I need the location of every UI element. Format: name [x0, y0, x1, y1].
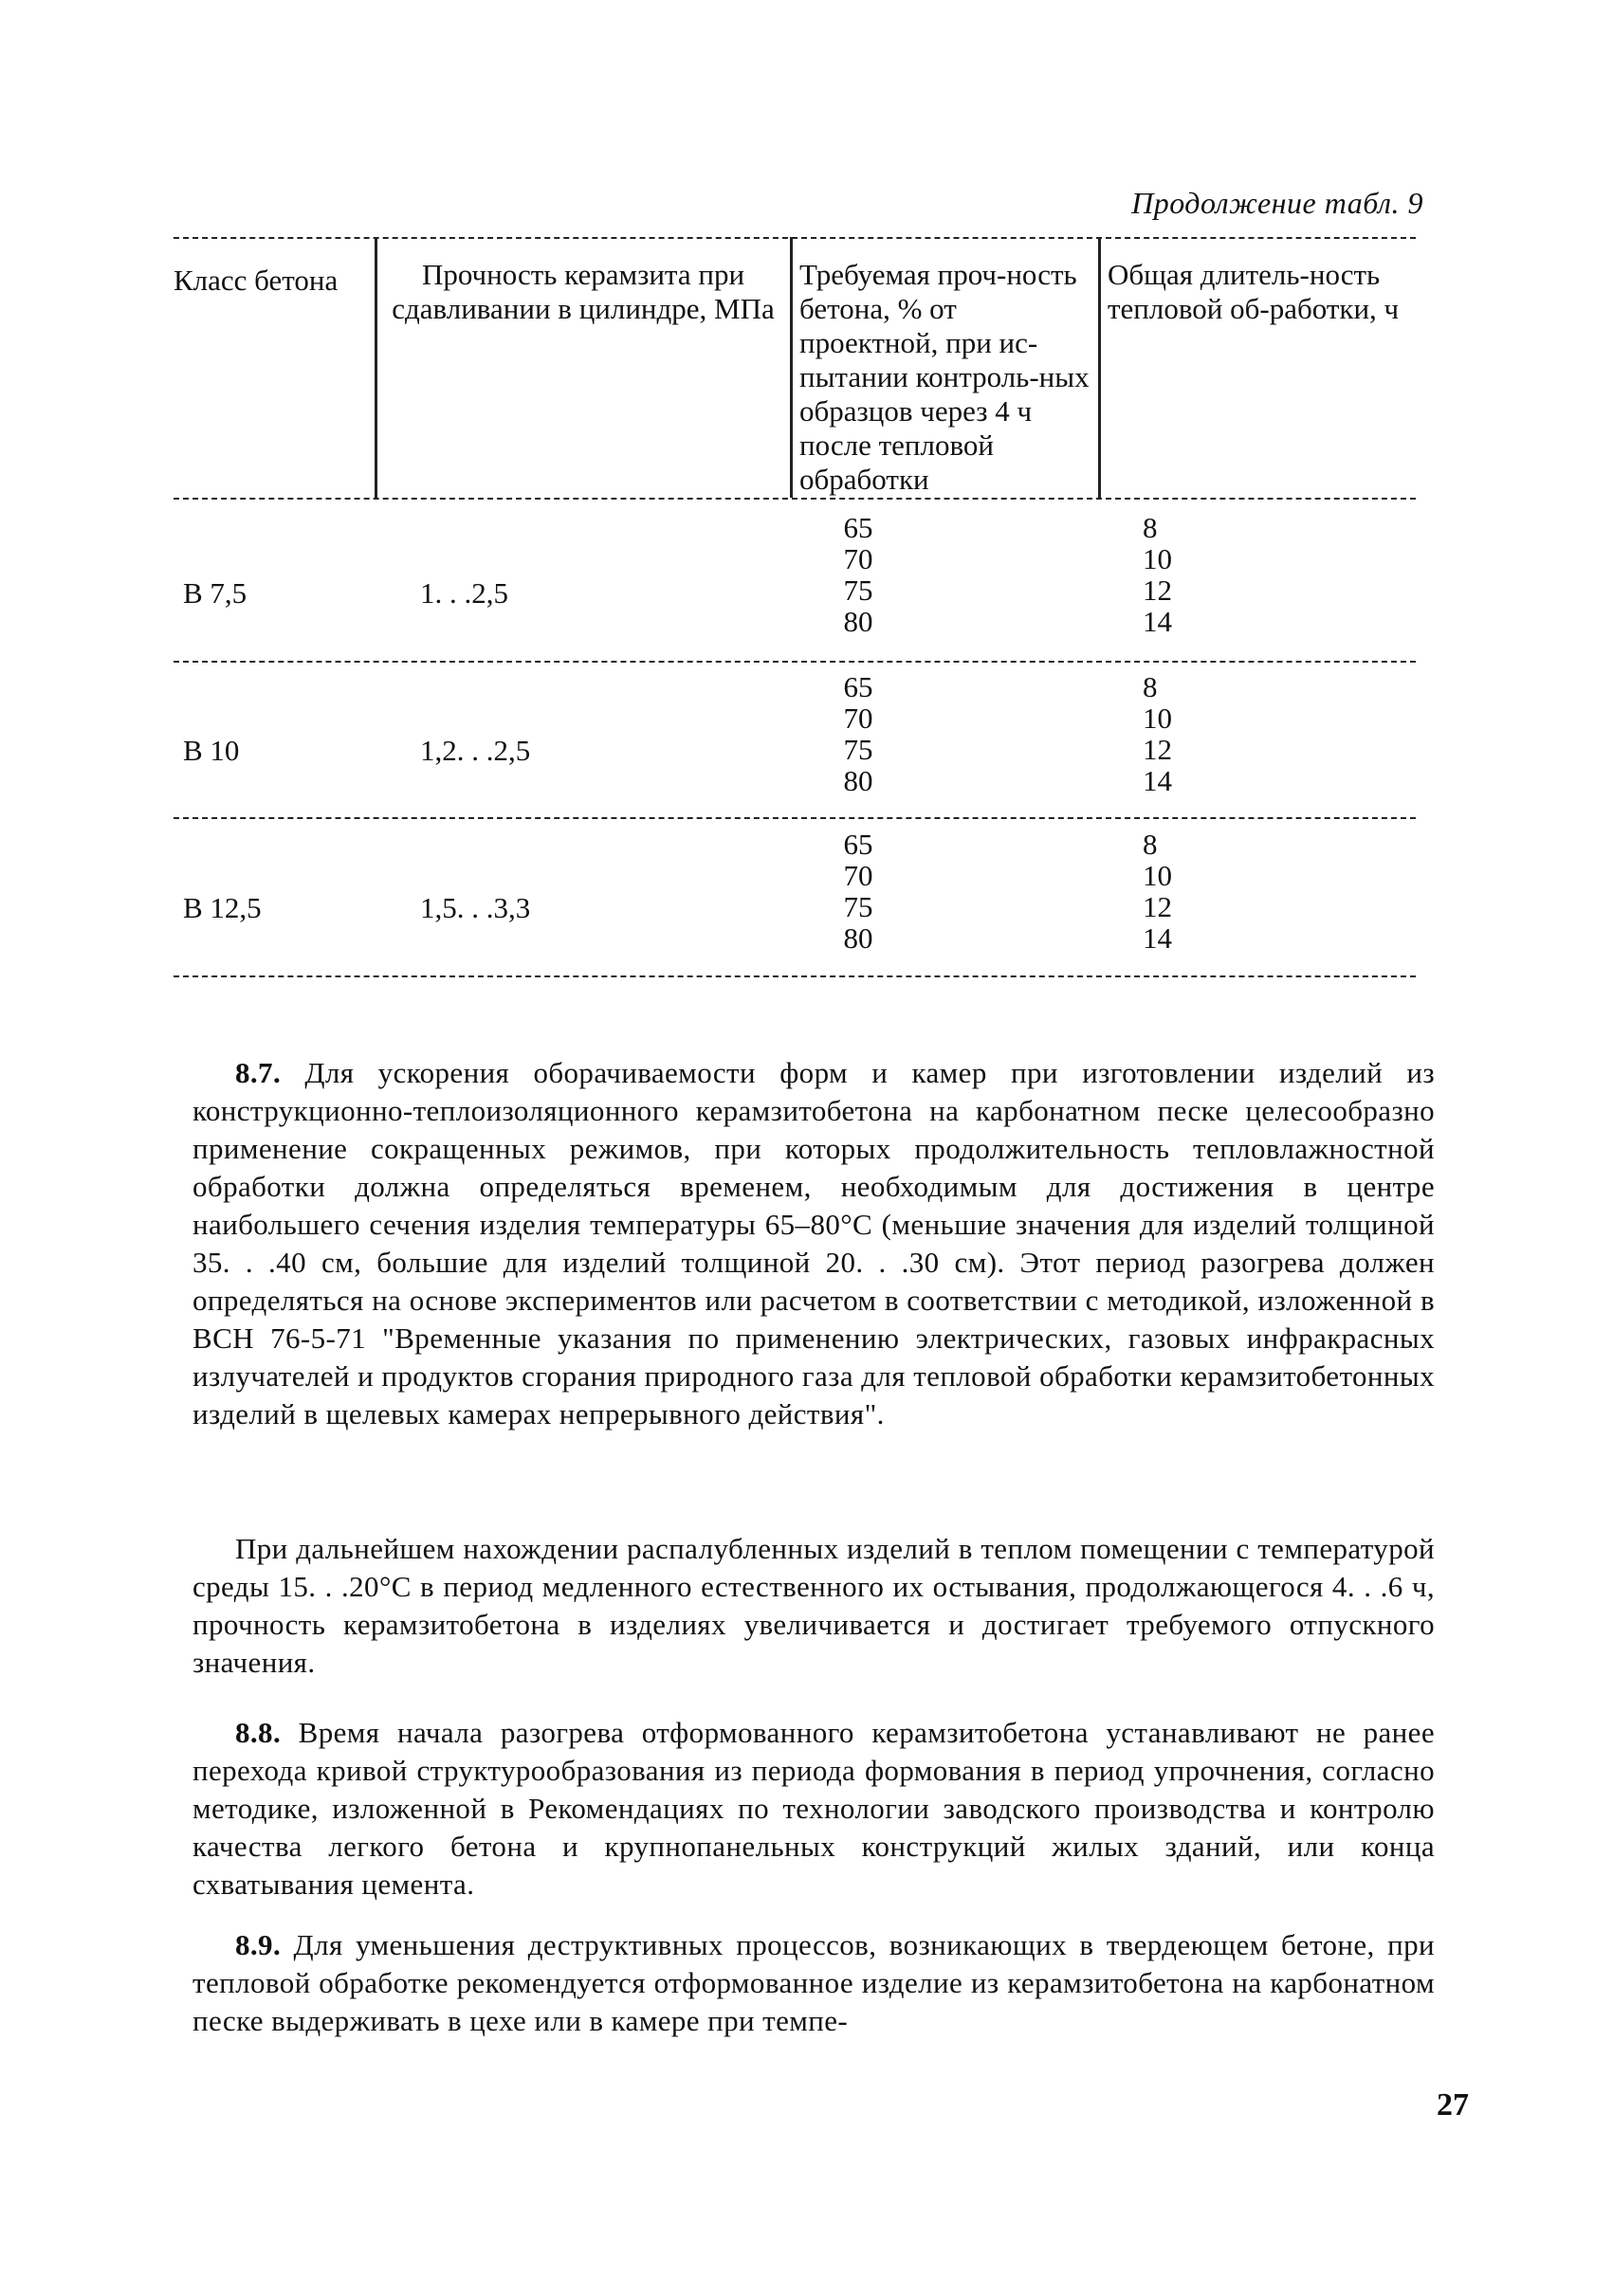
header-strength: Прочность керамзита при сдавливании в цилиндре, МПа [392, 258, 775, 325]
paragraph-8-7 [192, 1054, 1435, 1433]
paragraph-text: При дальнейшем нахождении распалубленных изделий в теплом помещении с температурой среды 15. . .20°С в период медленного естественного их остывания, продолжающегося 4. . .6 ч, прочность керамзитобетона в изделиях увеличивается и достигает требуемого отпускного значения. [192, 1532, 1435, 1679]
section-number: 8.7. [235, 1056, 282, 1089]
value: 10 [1143, 702, 1172, 735]
value: 75 [843, 733, 873, 766]
value: 14 [1143, 921, 1172, 955]
value: 12 [1143, 733, 1172, 766]
value: 14 [1143, 605, 1172, 638]
paragraph-text: Время начала разогрева отформованного керамзитобетона устанавливают не ранее перехода кривой структурообразования из периода формования в период упрочнения, согласно методике, изложенной в Рекомендациях по технологии заводского производства и контролю качества легкого бетона и крупнопанельных конструкций жилых зданий, или конца схватывания цемента. [192, 1716, 1435, 1901]
table-row-divider [174, 661, 1416, 663]
cell-duration [1143, 829, 1172, 954]
value: 10 [1143, 542, 1172, 575]
cell-class: В 10 [183, 734, 240, 767]
value: 80 [843, 921, 873, 955]
cell-duration [1143, 512, 1172, 637]
table-top-rule [174, 237, 1416, 239]
value: 65 [843, 511, 873, 544]
table-col-rule [1098, 237, 1101, 498]
table-bottom-rule [174, 975, 1416, 977]
value: 8 [1143, 511, 1158, 544]
cell-strength: 1,5. . .3,3 [420, 891, 531, 924]
table-header-rule [174, 498, 1416, 500]
header-required: Требуемая проч-ность бетона, % от проектной, при ис-пытании контроль-ных образцов через 4 ч после тепловой обработки [799, 258, 1090, 496]
page-number: 27 [1437, 2087, 1469, 2123]
paragraph-8-8 [192, 1714, 1435, 1904]
cell-class: В 7,5 [183, 576, 247, 610]
header-duration: Общая длитель-ность тепловой об-работки, ч [1108, 258, 1400, 325]
value: 8 [1143, 670, 1158, 703]
paragraph-8-9 [192, 1926, 1435, 2040]
paragraph-text: Для ускорения оборачиваемости форм и камер при изготовлении изделий из конструкционно-теплоизоляционного керамзитобетона на карбонатном песке целесообразно применение сокращенных режимов, при которых продолжительность тепловлажностной обработки должна определяться временем, необходимым для достижения в центре наибольшего сечения изделия температуры 65–80°С (меньшие значения для изделий толщиной 35. . .40 см, большие для изделий толщиной 20. . .30 см). Этот период разогрева должен определяться на основе экспериментов или расчетом в соответствии с методикой, изложенной в ВСН 76-5-71 "Временные указания по применению электрических, газовых инфракрасных излучателей и продуктов сгорания природного газа для тепловой обработки керамзитобетонных изделий в щелевых камерах непрерывного действия". [192, 1056, 1435, 1430]
section-number: 8.8. [235, 1716, 282, 1749]
value: 12 [1143, 890, 1172, 923]
value: 14 [1143, 764, 1172, 797]
table-col-rule [790, 237, 793, 498]
value: 80 [843, 605, 873, 638]
value: 65 [843, 828, 873, 861]
value: 80 [843, 764, 873, 797]
cell-required [830, 671, 887, 796]
table-row-divider [174, 817, 1416, 819]
table-col-rule [375, 237, 377, 498]
cell-class: В 12,5 [183, 891, 262, 924]
paragraph-text: Для уменьшения деструктивных процессов, возникающих в твердеющем бетоне, при тепловой обработке рекомендуется отформованное изделие из керамзитобетона на карбонатном песке выдерживать в цехе или в камере при темпе- [192, 1928, 1435, 2037]
cell-strength: 1,2. . .2,5 [420, 734, 531, 767]
paragraph-8-7-continued [192, 1530, 1435, 1682]
value: 75 [843, 890, 873, 923]
table-caption: Продолжение табл. 9 [1131, 186, 1423, 220]
value: 70 [843, 542, 873, 575]
value: 8 [1143, 828, 1158, 861]
value: 70 [843, 859, 873, 892]
header-class: Класс бетона [174, 264, 339, 297]
section-number: 8.9. [235, 1928, 282, 1961]
cell-duration [1143, 671, 1172, 796]
value: 10 [1143, 859, 1172, 892]
cell-required [830, 512, 887, 637]
value: 75 [843, 574, 873, 607]
value: 12 [1143, 574, 1172, 607]
cell-required [830, 829, 887, 954]
value: 65 [843, 670, 873, 703]
value: 70 [843, 702, 873, 735]
cell-strength: 1. . .2,5 [420, 576, 508, 610]
